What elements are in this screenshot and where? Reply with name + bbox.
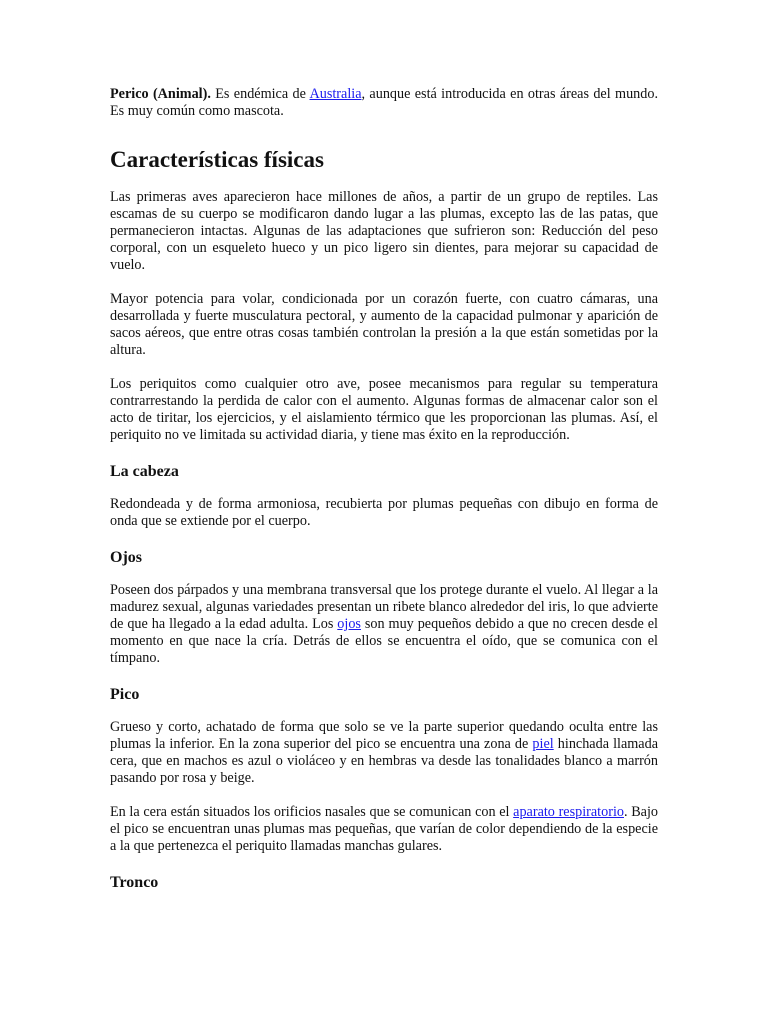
ojos-link[interactable]: ojos — [337, 616, 361, 632]
paragraph-cabeza: Redondeada y de forma armoniosa, recubierta por plumas pequeñas con dibujo en forma de onda que se extiende por el cuerpo. — [110, 496, 658, 529]
heading-cabeza: La cabeza — [110, 463, 179, 480]
pico-p1-text-after-link: hinchada llamada cera, que en machos es azul o violáceo y en hembras va desde las tonalidades blanco a marrón pasando por rosa y beige. — [110, 736, 658, 786]
heading-pico: Pico — [110, 686, 140, 703]
australia-link[interactable]: Australia — [309, 86, 362, 102]
ojos-text-after-link: son muy pequeños debido a que no crecen desde el momento en que nace la cría. Detrás de ellos se encuentra el oído, que se comunica con el tímpano. — [110, 616, 658, 666]
intro-term: Perico (Animal). — [110, 86, 211, 102]
intro-text-after-link: , aunque está introducida en otras áreas del mundo. Es muy común como mascota. — [110, 86, 658, 119]
paragraph-potencia: Mayor potencia para volar, condicionada por un corazón fuerte, con cuatro cámaras, una desarrollada y fuerte musculatura pectoral, y aumento de la capacidad pulmonar y aparición de sacos aéreos, que entre otras cosas también controlan la presión a la que están sometidas por la altura. — [110, 291, 658, 358]
paragraph-pico-2 — [110, 804, 658, 855]
paragraph-origen: Las primeras aves aparecieron hace millones de años, a partir de un grupo de reptiles. Las escamas de su cuerpo se modificaron dando lugar a las plumas, excepto las de las patas, que permanecieron intactas. Algunas de las adaptaciones que sufrieron son: Reducción del peso corporal, con un esqueleto hueco y un pico ligero sin dientes, para mejorar su capacidad de vuelo. — [110, 189, 658, 273]
paragraph-pico-1 — [110, 719, 658, 787]
heading-tronco: Tronco — [110, 874, 159, 891]
intro-paragraph — [110, 86, 658, 120]
section-title: Características físicas — [110, 147, 324, 172]
pico-p1-text-before-link: Grueso y corto, achatado de forma que solo se ve la parte superior quedando oculta entre las plumas la inferior. En la zona superior del pico se encuentra una zona de — [110, 719, 658, 752]
paragraph-temperatura: Los periquitos como cualquier otro ave, posee mecanismos para regular su temperatura contrarrestando la perdida de calor con el aumento. Algunas formas de almacenar calor son el acto de tiritar, los ejercicios, y el aislamiento térmico que les proporcionan las plumas. Así, el periquito no ve limitada su actividad diaria, y tiene mas éxito en la reproducción. — [110, 376, 658, 443]
pico-p2-text-after-link: . Bajo el pico se encuentran unas plumas mas pequeñas, que varían de color dependiendo de la especie a la que pertenezca el periquito llamadas manchas gulares. — [110, 804, 659, 854]
document-page — [110, 86, 658, 907]
aparato-respiratorio-link[interactable]: aparato respiratorio — [513, 804, 624, 820]
paragraph-ojos — [110, 582, 658, 667]
heading-ojos: Ojos — [110, 549, 142, 566]
intro-text-before-link: Es endémica de — [210, 86, 310, 102]
piel-link[interactable]: piel — [532, 736, 554, 752]
pico-p2-text-before-link: En la cera están situados los orificios nasales que se comunican con el — [110, 804, 514, 820]
ojos-text-before-link: Poseen dos párpados y una membrana transversal que los protege durante el vuelo. Al llegar a la madurez sexual, algunas variedades presentan un ribete blanco alrededor del iris, lo que advierte de que ha llegado a la edad adulta. Los — [110, 582, 658, 632]
